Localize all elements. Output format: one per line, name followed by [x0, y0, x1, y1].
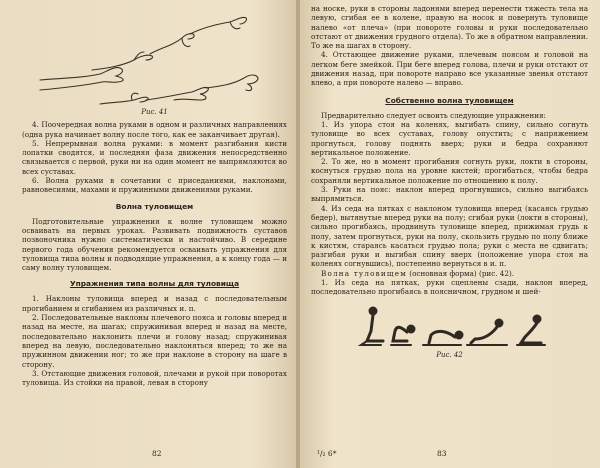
heading-wave-torso: Волна туловищем	[115, 201, 194, 211]
paragraph-prep-1: 1. Из упора стоя на коленях, выгибать спину, сильно согнуть туловище во всех суставах, голову опустить; с напряжением прогнуться, голову поднять вверх; руки и бедра сохраняют вертикальное положение.	[311, 119, 588, 157]
figure-42-torso-wave-drawing	[311, 299, 587, 351]
paragraph-exercise-4-right: 4. Отстающее движение руками, плечевым поясом и головой на легком беге змейкой. При беге вперед голова, плечи и руки отстают от движения назад, при повороте направо все указанные звенья отстают влево, а при повороте налево — вправо.	[311, 50, 588, 88]
page-number-right: 83	[437, 449, 447, 458]
page-number-left: 82	[152, 449, 162, 458]
paragraph-intro: Предварительно следует освоить следующие упражнения:	[321, 110, 546, 120]
paragraph-prep-2: 2. То же, но в момент прогибания согнуть руки, локти в стороны, коснуться грудью пола на уровне кистей; прогибаться, чтобы бедра сохраняли вертикальное положение по отношению к полу.	[311, 157, 588, 185]
paragraph-wave-step-1: 1. Из седа на пятках, руки сцеплены сзади, наклон вперед, последовательно прогибаясь в поясничном, грудном и шей-	[311, 278, 588, 297]
wave-label-rest: (основная форма) (рис. 42).	[407, 268, 515, 278]
figure-41-hand-wave-drawing	[22, 8, 284, 116]
paragraph-prep-3: 3. Руки на пояс: наклон вперед прогнувшись, сильно выгибаясь выпрямиться.	[311, 185, 588, 204]
paragraph-exercise-6: 6. Волна руками в сочетании с приседаниями, наклонами, равновесиями, махами и пружинными движениями руками.	[22, 176, 287, 195]
paragraph-exercise-1: 1. Наклоны туловища вперед и назад с последовательным прогибанием и сгибанием из различных и. п.	[22, 294, 287, 313]
paragraph-preparatory: Подготовительные упражнения к волне туловищем можно осваивать на первых уроках. Развивать подвижность суставов позвоночника нужно систематически и настойчиво. В середине первого года обучения рекомендуется осваивать упражнения для туловища типа волны и подводящие упражнения, а к концу года — и саму волну туловищем.	[22, 216, 287, 273]
paragraph-wave-main	[311, 269, 588, 278]
wave-label: Волна туловищем	[321, 268, 407, 278]
heading-wave-type-exercises: Упражнения типа волны для туловища	[69, 279, 240, 289]
paragraph-exercise-4: 4. Поочередная волна руками в одном и различных направлениях (одна рука начинает волну после того, как ее заканчивает другая).	[22, 120, 287, 139]
left-page	[0, 0, 297, 468]
heading-proper-wave: Собственно волна туловищем	[385, 95, 514, 105]
book-gutter	[296, 0, 300, 468]
figure-41-caption: Рис. 41	[141, 108, 168, 116]
paragraph-prep-4: 4. Из седа на пятках с наклоном туловища вперед (касаясь грудью бедер), вытянутые вперед руки на полу; сгибая руки (локти в стороны), сильно прогибаясь, продвинуть туловище вперед, прижимая грудь к полу, затем прогнуться, руки на полу, скользить грудью по полу ближе к кистям, стараясь касаться грудью пола; руки с места не сдвигать; разгибая руки и выгибая спину вверх (положение упора стоя на коленях согнувшись), постепенно вернуться в и. п.	[311, 203, 588, 269]
paragraph-exercise-5: 5. Непрерывная волна руками: в момент разгибания кисти лопатки сводятся, и последняя фаза движения непосредственно связывается с первой, руки ни на один момент не выпрямляются во всех суставах.	[22, 138, 287, 176]
right-page	[297, 0, 600, 468]
paragraph-exercise-2: 2. Последовательные наклоны плечевого пояса и головы вперед и назад на месте, на шагах; спружинивая вперед и назад на месте, последовательно наклонить плечи и голову назад; спружинивая вперед на левую, последовательно наклоняться вперед; то же на пружинном движении ног; то же при наклоне в сторону на шаге в сторону.	[22, 313, 287, 369]
paragraph-exercise-3: 3. Отстающие движения головой, плечами и рукой при поворотах туловища. Из стойки на правой, левая в сторону	[22, 368, 287, 388]
figure-42-caption: Рис. 42	[436, 350, 463, 359]
signature-mark: ¹/₂ 6*	[317, 449, 337, 458]
paragraph-continued: на носке, руки в стороны ладонями вперед перенести тяжесть тела на левую, сгибая ее в колене, правую на носок и повернуть туловище налево «от плеча» (при повороте головы и руки последовательно отстают от движения грудного отдела). То же в обратном направлении. То же на шагах в сторону.	[311, 4, 588, 51]
